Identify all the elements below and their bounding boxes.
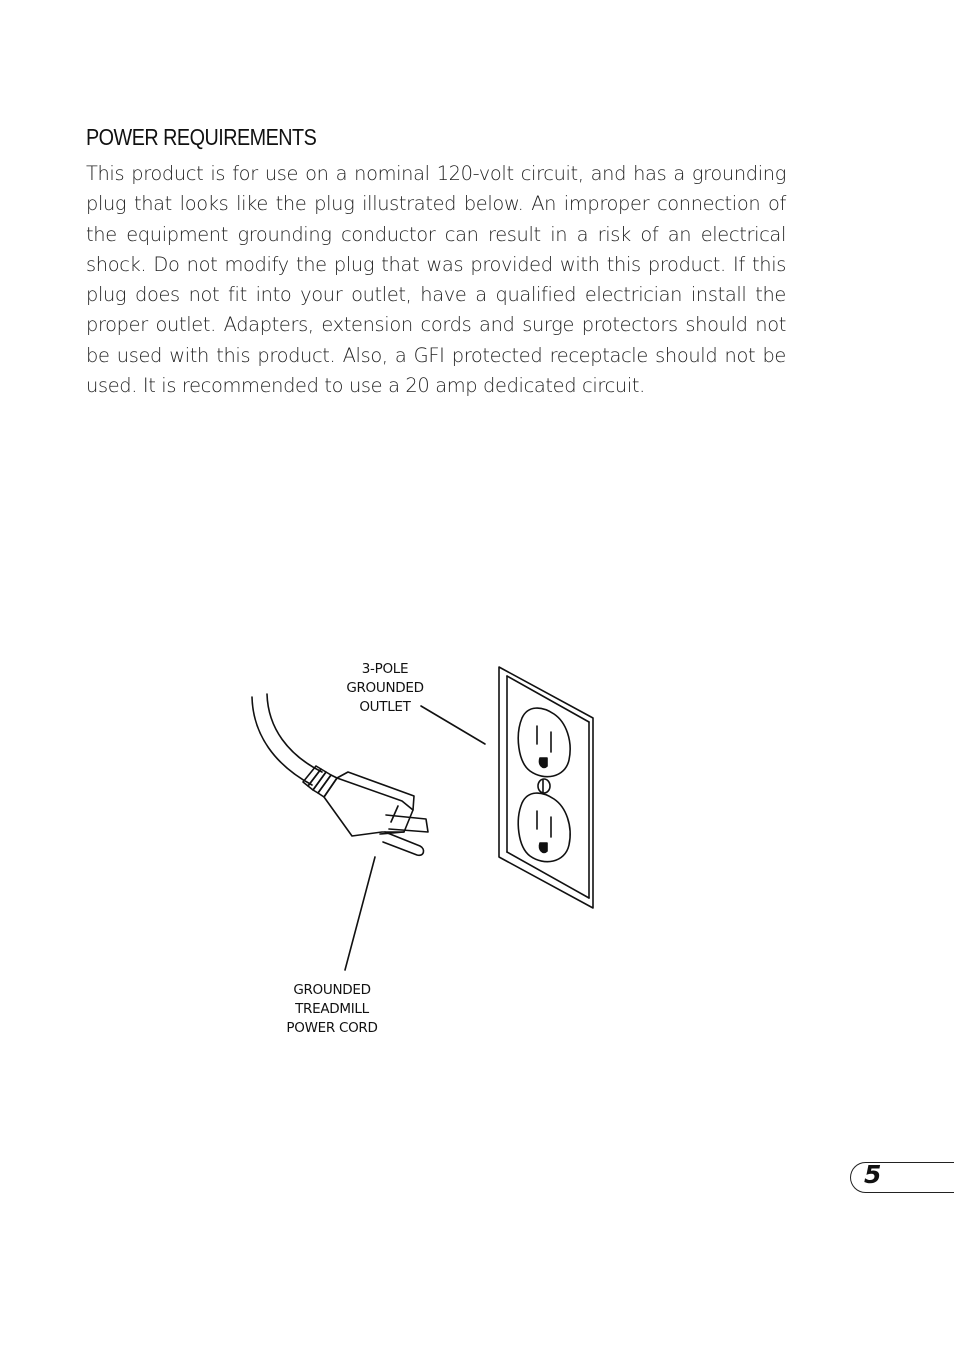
cord-label-line: POWER CORD — [286, 1020, 378, 1036]
power-plug-icon — [252, 694, 428, 855]
outlet-label — [330, 660, 440, 717]
wall-outlet-icon — [499, 667, 593, 908]
outlet-label-line: OUTLET — [359, 699, 411, 715]
outlet-label-line: GROUNDED — [346, 680, 424, 696]
cord-label-line: TREADMILL — [295, 1001, 369, 1017]
cord-label — [262, 981, 402, 1038]
page-number: 5 — [864, 1160, 882, 1189]
power-requirements-text: This product is for use on a nominal 120-volt circuit, and has a grounding plug that looks like the plug illustrated below. An improper connection of the equipment grounding conductor can result in a risk of an electrical shock. Do not modify the plug that was provided with this product. If this plug does not fit into your outlet, have a qualified electrician install the proper outlet. Adapters, extension cords and surge protectors should not be used with this product. Also, a GFI protected receptacle should not be used. It is recommended to use a 20 amp dedicated circuit. — [86, 162, 786, 398]
section-heading: POWER REQUIREMENTS — [86, 124, 317, 150]
outlet-label-line: 3-POLE — [361, 661, 409, 677]
cord-label-line: GROUNDED — [293, 982, 371, 998]
